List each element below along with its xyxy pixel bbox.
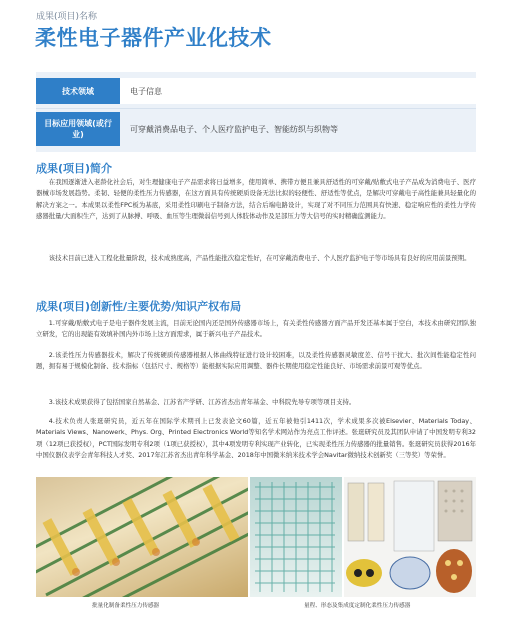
- info-key-field: 技术领域: [36, 78, 120, 104]
- section-title-innovation: 成果(项目)创新性/主要优势/知识产权布局: [36, 300, 242, 313]
- photo-strip: [36, 477, 476, 609]
- project-name-label: 成果(项目)名称: [36, 12, 98, 22]
- info-row-application: [36, 112, 476, 146]
- innovation-paragraph-1: 1.可穿戴/贴敷式电子是电子器件发展主流，目前无论国内还是国外传感器市场上，有关柔性传感器方面产品开发还基本属于空白，本技术由研究团队独立研发，它的出现能有效填补国内外市场上这方面需求，属于新兴电子产品技术。: [36, 319, 476, 339]
- page-title: 柔性电子器件产业化技术: [35, 26, 272, 50]
- info-key-application: 目标应用领域(或行业): [36, 112, 120, 146]
- caption-custom-sensors: 量程、形态及集成度定制化柔性压力传感器: [304, 603, 411, 609]
- info-divider: [36, 108, 476, 109]
- intro-paragraph-1: 在我国逐渐进入老龄化社会后，对生理健康电子产品需求将日益增多，使用简单、携带方便且兼具舒适性的可穿戴/贴敷式电子产品成为消费电子、医疗器械市场发展趋势。柔韧、轻便的柔性压力传感器，在这方面具有传统硬质设备无法比拟的轻便性、舒适性等优点，是解决可穿戴电子高性能兼具轻量化的解决方案之一。本成果以柔性FPC板为基底，采用柔性印刷电子制备方法，结合后端电路设计，实现了对不同压力范围具有快速、稳定响应性的柔性力学传感器批量/大面积生产，达到了从脉搏、呼吸、血压等生理微弱信号到人体肢体动作及足部压力等大信号的实时精确监测能力。: [36, 178, 476, 221]
- innovation-paragraph-4: 4.技术负责人张珽研究员，近五年在国际学术期刊上已发表论文60篇，近五年被他引1411次，学术成果多次被Elsevier、Materials Today、Materials Views、Nanowerk、Phys. Org、Printed Electronics World等知名学术网站作为亮点工作评述。张珽研究员及其团队申请了中国发明专利32项（12项已获授权），PCT国际发明专利2项（1项已获授权），其中4项发明专利实现产业转化，已实现柔性压力传感器的批量销售。张珽研究员获得2016年中国仪器仪表学会青年科技人才奖、2017年江苏省杰出青年科学基金、2018年中国微米纳米技术学会Navitar微纳技术创新奖（三等奖）等荣誉。: [36, 417, 476, 460]
- innovation-paragraph-2: 2.该柔性压力传感器技术，解决了传统硬质传感器根据人体曲线特征进行设计较困难，以及柔性传感器灵敏度差、信号干扰大、批次间性能稳定性问题，拥有易于规模化制备、技术指标（包括尺寸、规格等）能根据实际应用调整、器件长期使用稳定性能良好、市场需求前景可观等优点。: [36, 351, 476, 371]
- section-title-intro: 成果(项目)简介: [36, 162, 113, 175]
- photo-sensor-sheet: [250, 477, 342, 597]
- caption-batch-sensors: 批量化制备柔性压力传感器: [92, 603, 160, 609]
- photo-batch-sensors: [36, 477, 248, 597]
- innovation-paragraph-3: 3.该技术成果获得了包括国家自然基金、江苏省产学研、江苏省杰出青年基金、中科院先导专项等项目支持。: [48, 398, 356, 406]
- info-value-application: 可穿戴消费品电子、个人医疗监护电子、智能纺织与织物等: [130, 124, 338, 134]
- photo-custom-sensors: [344, 477, 476, 597]
- info-box: [36, 72, 476, 152]
- info-value-field: 电子信息: [120, 78, 476, 104]
- intro-paragraph-2: 该技术目前已进入工程化批量阶段，技术成熟度高，产品性能批次稳定性好，在可穿戴消费电子、个人医疗监护电子等市场具有良好的应用前景预期。: [48, 254, 471, 262]
- info-row-field: [36, 78, 476, 104]
